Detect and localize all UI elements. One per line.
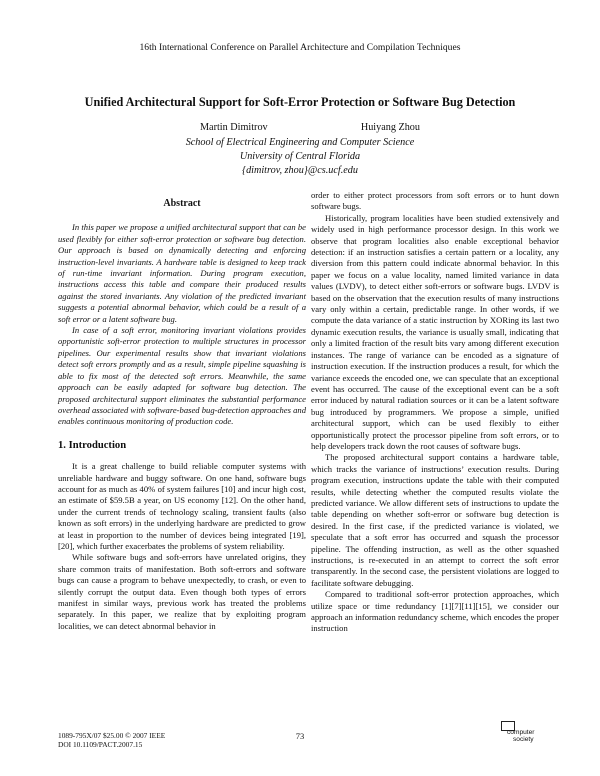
abstract-body (58, 222, 306, 427)
body-paragraph: Historically, program localities have been studied extensively and widely used in high performance processor design. In this work we observe that program localities also enable exceptional behavior detection: if an instruction satisfies a certain pattern or a locality, any diversion from this pattern could indicate abnormal behavior. In this paper we focus on a value locality, named limited variance in data values (LVDV), to detect either soft-errors or software bugs. LVDV is based on the observation that the execution results of many instructions vary only within a certain, predictable range. In other words, if we compute the data variance of a static instruction by XORing its last two dynamic execution results, the variance is usually small, indicating that only a limited fraction of the result bits vary among different execution instances. The range of variance can be encoded as a signature of instruction execution. If the instruction produces a result, for which the variance exceeds the encoded one, we can speculate that an exceptional event has occurred. The cause of the exceptional event can be a soft error induced by natural radiation sources or it can be a latent software bug introduced by programmers. We propose a simple, unified architectural support, which can be used flexibly to either opportunistically protect the processor pipeline from soft errors, or to help developers track down the root causes of software bugs. (311, 212, 559, 451)
affiliation-university: University of Central Florida (239, 151, 361, 162)
author-list (200, 122, 420, 133)
author-emails: {dimitrov, zhou}@cs.ucf.edu (242, 165, 358, 176)
footer-doi: DOI 10.1109/PACT.2007.15 (58, 740, 143, 749)
computer-society-logo (497, 721, 545, 751)
paper-title: Unified Architectural Support for Soft-Error Protection or Software Bug Detection (84, 95, 516, 109)
body-paragraph: order to either protect processors from soft errors or to hunt down software bugs. (311, 190, 559, 212)
author-name: Martin Dimitrov (200, 122, 268, 133)
abstract-heading: Abstract (163, 198, 201, 209)
left-column (58, 190, 306, 632)
author-name: Huiyang Zhou (360, 122, 420, 133)
body-paragraph: While software bugs and soft-errors have unrelated origins, they share common traits of manifestation. Both soft-errors and software bugs can cause a program to behave unexpectedly, to crash, or even to silently corrupt the output data. Even though both types of errors manifest in similar ways, previous work has treated the problems separately. In this paper, we realize that by exploiting program localities, we can detect abnormal behavior in (58, 552, 306, 631)
body-paragraph: Compared to traditional soft-error protection approaches, which utilize space or time redundancy [1][7][11][15], we consider our approach an information redundancy scheme, which encodes the proper instruction (311, 589, 559, 634)
abstract-paragraph: In this paper we propose a unified architectural support that can be used flexibly for either soft-error protection or software bug detection. Our approach is based on dynamically detecting and enforcing instruction-level invariants. A hardware table is designed to keep track of run-time invariant information. During program execution, instructions access this table and compare their produced results against the stored invariants. Any violation of the predicted invariant suggests a potential abnormal behavior, which could be a result of a soft error or a latent software bug. (58, 222, 306, 324)
conference-header: 16th International Conference on Parallel Architecture and Compilation Techniques (139, 42, 461, 53)
page-number: 73 (295, 731, 305, 741)
section-heading-introduction: 1. Introduction (58, 439, 127, 451)
body-paragraph: It is a great challenge to build reliable computer systems with unreliable hardware and buggy software. On one hand, software bugs account for as much as 40% of system failures [10] and incur high cost, an estimate of $59.5B a year, on US economy [12]. On the other hand, under the current trends of technology scaling, transient faults (also known as soft errors) in the underlying hardware are predicted to grow at least in proportion to the number of devices being integrated [19],[20], which further exacerbates the problems of system reliability. (58, 461, 306, 551)
introduction-body (58, 461, 306, 632)
body-paragraph: The proposed architectural support contains a hardware table, which tracks the variance of instructions’ execution results. During program execution, instructions update the table with their computed results, while detecting whether the computed results violate the predicted variance. We allow different sets of instructions to update the table depending on whether soft-error or software bug detection is desired. In the first case, if the predicted variance is violated, we speculate that a soft error has occurred and squash the processor pipeline. The offending instruction, as well as the other squashed instructions, is re-executed in an attempt to correct the soft error transparently. In the second case, the persistent violations are logged to facilitate software debugging. (311, 452, 559, 588)
affiliation-school: School of Electrical Engineering and Computer Science (185, 137, 415, 148)
abstract-paragraph: In case of a soft error, monitoring invariant violations provides opportunistic soft-error protection to multiple structures in processor pipelines. Our experimental results show that invariant violations detect soft errors promptly and as a result, simple pipeline squashing is able to fix most of the detected soft errors. Meanwhile, the same approach can be easily adapted for software bug detection. The proposed architectural support eliminates the substantial performance overhead associated with software-based bug-detection approaches and enables continuous monitoring of production code. (58, 325, 306, 427)
footer-issn: 1089-795X/07 $25.00 © 2007 IEEE (58, 731, 166, 740)
logo-text: society (513, 735, 534, 743)
logo-text: computer (507, 729, 535, 736)
right-column (311, 190, 559, 635)
